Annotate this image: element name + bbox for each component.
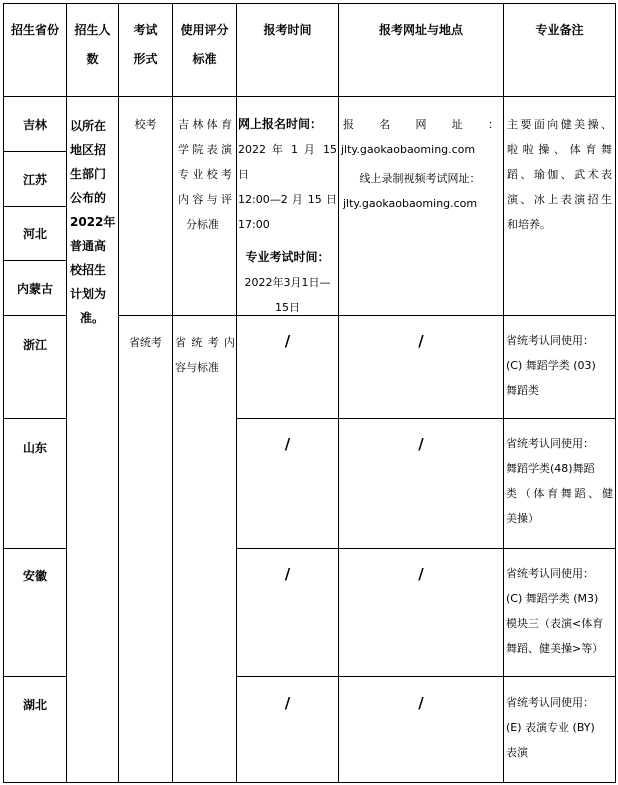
- time-slash-anhui: /: [284, 565, 291, 583]
- province-jiangsu: 江苏: [22, 173, 47, 187]
- group-rule: [118, 315, 616, 316]
- registration-url-label: 报名网址：: [343, 118, 499, 131]
- notes-line: 省统考认同使用：: [506, 437, 594, 450]
- row-rule-c: [236, 548, 616, 549]
- province-jilin: 吉林: [22, 118, 47, 132]
- header-quota: [67, 16, 118, 74]
- col-rule-6: [503, 3, 504, 783]
- province-zhejiang: 浙江: [22, 338, 47, 352]
- notes-line: 模块三（表演<体育: [506, 617, 604, 630]
- quota-line: 生部门: [70, 167, 107, 181]
- row-rule-hebei: [3, 260, 66, 261]
- header-province: 招生省份: [10, 23, 59, 37]
- time-slash-hubei: /: [284, 694, 291, 712]
- col-rule-4: [236, 3, 237, 783]
- border-top: [3, 3, 616, 4]
- url-slash-shandong: /: [418, 435, 424, 453]
- notes-line: 主要面向健美操、: [507, 118, 612, 131]
- exam-time-label: 专业考试时间：: [245, 250, 330, 264]
- notes-line: 舞蹈类: [506, 384, 539, 397]
- header-criteria-line2: 标准: [192, 52, 217, 66]
- header-time: 报考时间: [263, 23, 312, 37]
- url-school: [341, 112, 499, 216]
- notes-line: 省统考认同使用：: [506, 696, 594, 709]
- criteria-line: 吉林体育: [178, 118, 232, 131]
- col-rule-5: [338, 3, 339, 783]
- province-shandong: 山东: [22, 441, 47, 455]
- exam-type-school: 校考: [134, 118, 157, 131]
- row-rule-zhejiang: [3, 418, 66, 419]
- quota-text: [70, 114, 116, 330]
- notes-school: [507, 112, 612, 237]
- quota-line: 校招生: [70, 263, 107, 277]
- province-hebei: 河北: [22, 227, 47, 241]
- notes-line: 啦啦操、体育舞: [507, 143, 612, 156]
- header-notes: 专业备注: [535, 23, 584, 37]
- criteria-line: 内容与评: [178, 193, 232, 206]
- notes-line: 蹈、瑜伽、武术表: [507, 168, 612, 181]
- row-rule-jiangsu: [3, 206, 66, 207]
- criteria-line: 学院表演: [178, 143, 232, 156]
- header-bottom-rule: [3, 96, 616, 97]
- quota-line: 地区招: [70, 143, 107, 157]
- quota-line: 2022年: [70, 215, 116, 229]
- notes-line: 舞蹈学类(48)舞蹈: [506, 462, 595, 475]
- notes-line: 舞蹈、健美操>等）: [506, 642, 604, 655]
- notes-line: 表演: [506, 746, 528, 759]
- col-rule-3: [172, 3, 173, 783]
- header-url: 报考网址与地点: [378, 23, 463, 37]
- quota-line: 计划为: [70, 287, 107, 301]
- notes-line: 演、冰上表演招生: [507, 193, 612, 206]
- criteria-line: 省统考内: [175, 336, 235, 349]
- quota-line: 准。: [80, 311, 105, 325]
- notes-line: (C) 舞蹈学类 (M3): [506, 592, 599, 605]
- time-line: 17:00: [238, 218, 270, 231]
- header-exam-type-line1: 考试: [133, 23, 158, 37]
- criteria-line: 分标准: [186, 218, 219, 231]
- border-right: [615, 3, 616, 783]
- criteria-school: [178, 112, 232, 237]
- header-criteria: [173, 16, 236, 74]
- notes-anhui: [506, 561, 613, 661]
- criteria-line: 专业校考: [178, 168, 232, 181]
- time-school: [238, 112, 337, 320]
- quota-line: 以所在: [70, 119, 107, 133]
- url-slash-hubei: /: [418, 694, 424, 712]
- notes-line: 美操）: [506, 512, 539, 525]
- notes-line: (E) 表演专业 (BY): [506, 721, 595, 734]
- notes-shandong: [506, 431, 613, 531]
- notes-zhejiang: [506, 328, 613, 403]
- url-slash-anhui: /: [418, 565, 424, 583]
- row-rule-shandong: [3, 548, 66, 549]
- header-criteria-line1: 使用评分: [180, 23, 229, 37]
- exam-time-line: 2022年3月1日—: [244, 276, 331, 289]
- notes-hubei: [506, 690, 613, 765]
- row-rule-b: [236, 418, 616, 419]
- notes-line: 和培养。: [507, 218, 551, 231]
- time-line: 12:00—2 月 15 日: [238, 193, 337, 206]
- header-exam-type: [119, 16, 172, 74]
- registration-url-link[interactable]: jlty.gaokaobaoming.com: [341, 143, 476, 156]
- row-rule-d: [236, 676, 616, 677]
- province-hubei: 湖北: [22, 698, 47, 712]
- notes-line: (C) 舞蹈学类 (03): [506, 359, 596, 372]
- row-rule-anhui: [3, 676, 66, 677]
- criteria-provincial: [175, 330, 235, 380]
- criteria-line: 容与标准: [175, 361, 219, 374]
- row-rule-neimenggu: [3, 315, 66, 316]
- row-rule-jilin: [3, 151, 66, 152]
- header-quota-line2: 数: [86, 52, 99, 66]
- time-line: 2022 年 1 月 15 日: [238, 143, 337, 181]
- notes-line: 省统考认同使用：: [506, 334, 594, 347]
- url-slash-zhejiang: /: [418, 332, 424, 350]
- time-slash-zhejiang: /: [284, 332, 291, 350]
- province-anhui: 安徽: [22, 569, 47, 583]
- time-slash-shandong: /: [284, 435, 291, 453]
- header-quota-line1: 招生人: [74, 23, 111, 37]
- notes-line: 类（体育舞蹈、健: [506, 487, 613, 500]
- province-neimenggu: 内蒙古: [16, 282, 53, 296]
- exam-type-provincial: 省统考: [129, 336, 162, 349]
- online-registration-label: 网上报名时间：: [238, 117, 323, 131]
- video-exam-url-label: 线上录制视频考试网址：: [359, 172, 481, 185]
- notes-line: 省统考认同使用：: [506, 567, 594, 580]
- exam-time-line: 15日: [275, 301, 300, 314]
- col-rule-1: [66, 3, 67, 783]
- video-exam-url-link[interactable]: jlty.gaokaobaoming.com: [343, 197, 478, 210]
- quota-line: 普通高: [70, 239, 107, 253]
- header-exam-type-line2: 形式: [133, 52, 158, 66]
- border-bottom: [3, 782, 616, 783]
- quota-line: 公布的: [70, 191, 107, 205]
